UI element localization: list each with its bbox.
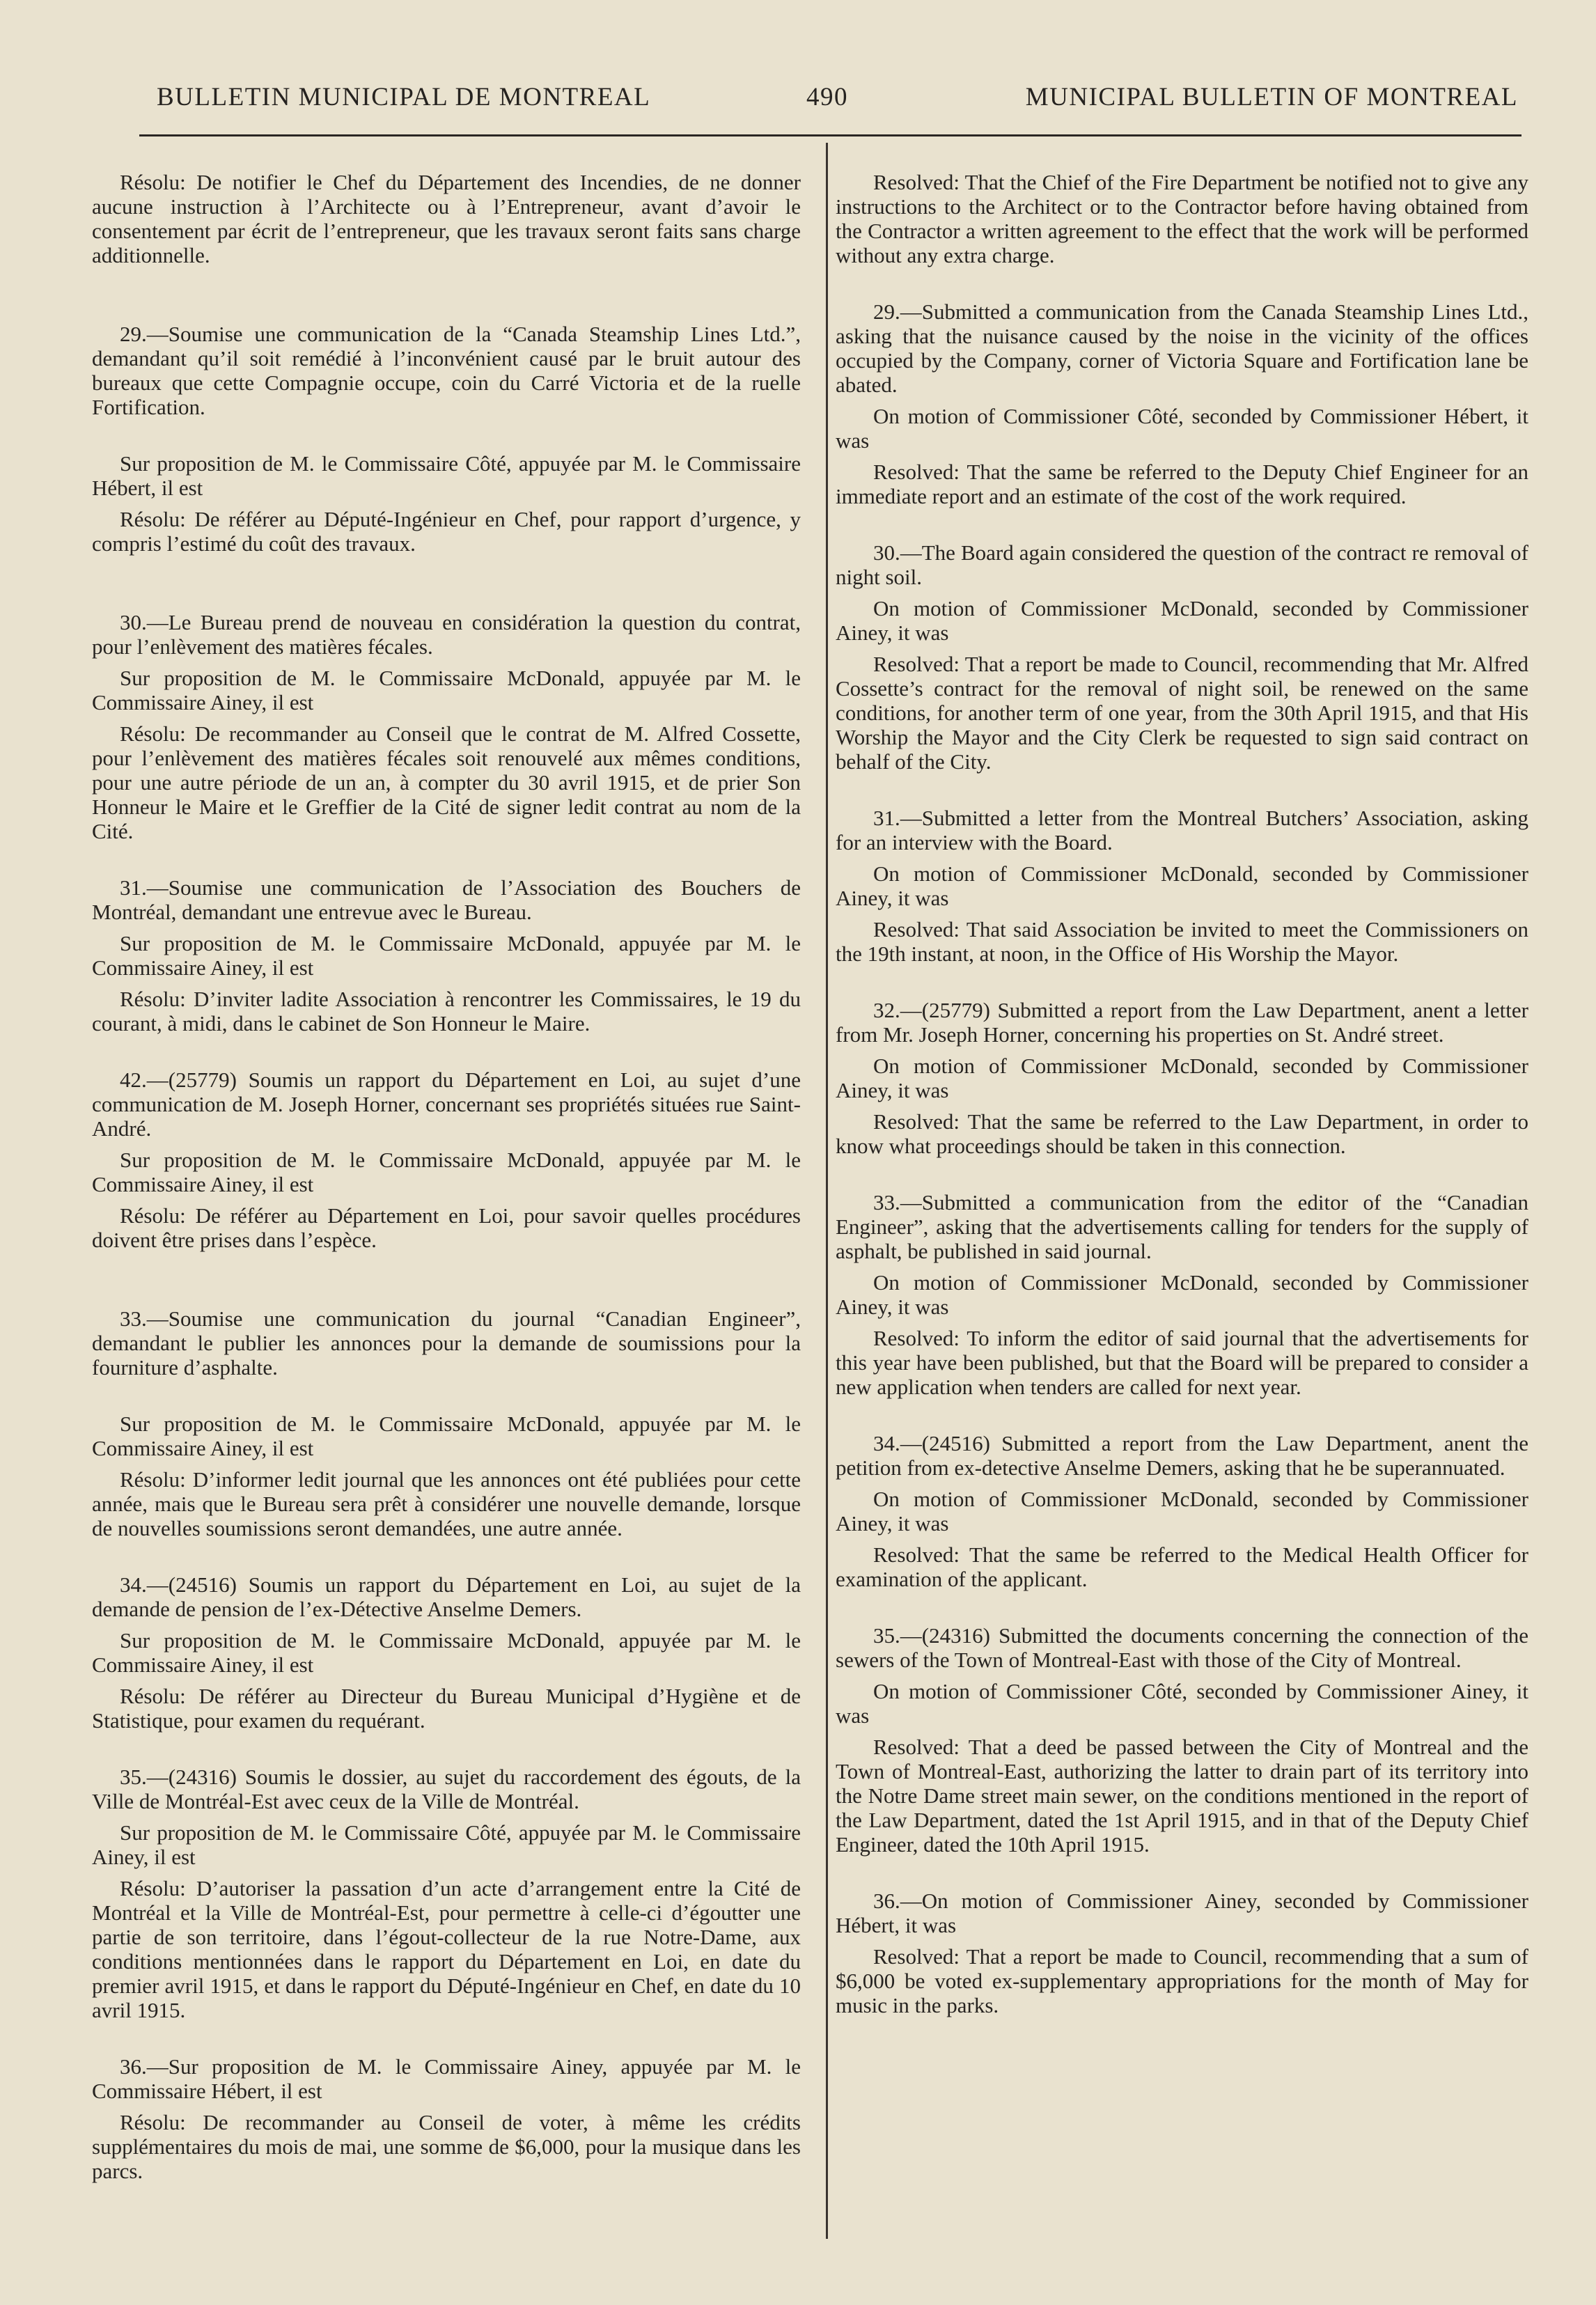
en-paragraph: 31.—Submitted a letter from the Montreal Butchers’ Association, asking for an interview with the Board. <box>836 806 1528 854</box>
fr-paragraph: Sur proposition de M. le Commissaire McDonald, appuyée par M. le Commissaire Ainey, il est <box>92 666 801 714</box>
fr-paragraph: 33.—Soumise une communication du journal “Canadian Engineer”, demandant le publier les annonces pour la demande de soumissions pour la fourniture d’asphalte. <box>92 1306 801 1380</box>
page-header <box>139 82 1518 124</box>
en-paragraph: Resolved: That a report be made to Council, recommending that a sum of $6,000 be voted ex-supplementary appropriations for the month of May for music in the parks. <box>836 1944 1528 2017</box>
en-paragraph: Resolved: That the Chief of the Fire Department be notified not to give any instructions to the Architect or to the Contractor before having obtained from the Contractor a written agreement to the effect that the work will be performed without any extra charge. <box>836 170 1528 267</box>
fr-paragraph: 42.—(25779) Soumis un rapport du Département en Loi, au sujet d’une communication de M. Joseph Horner, concernant ses propriétés situées rue Saint-André. <box>92 1068 801 1141</box>
en-paragraph: On motion of Commissioner McDonald, seconded by Commissioner Ainey, it was <box>836 1054 1528 1102</box>
fr-paragraph: Sur proposition de M. le Commissaire McDonald, appuyée par M. le Commissaire Ainey, il est <box>92 931 801 980</box>
en-paragraph: 36.—On motion of Commissioner Ainey, seconded by Commissioner Hébert, it was <box>836 1889 1528 1937</box>
en-paragraph: On motion of Commissioner McDonald, seconded by Commissioner Ainey, it was <box>836 1270 1528 1319</box>
en-paragraph: On motion of Commissioner Côté, seconded by Commissioner Hébert, it was <box>836 404 1528 453</box>
fr-paragraph: Résolu: De référer au Député-Ingénieur en Chef, pour rapport d’urgence, y compris l’estimé du coût des travaux. <box>92 507 801 556</box>
fr-paragraph: 35.—(24316) Soumis le dossier, au sujet du raccordement des égouts, de la Ville de Montréal-Est avec ceux de la Ville de Montréal. <box>92 1765 801 1813</box>
en-paragraph: On motion of Commissioner McDonald, seconded by Commissioner Ainey, it was <box>836 1487 1528 1536</box>
fr-paragraph: 29.—Soumise une communication de la “Canada Steamship Lines Ltd.”, demandant qu’il soit remédié à l’inconvénient causé par le bruit autour des bureaux que cette Compagnie occupe, coin du Carré Victoria et de la ruelle Fortification. <box>92 322 801 419</box>
column-divider <box>826 143 828 2239</box>
en-paragraph: Resolved: That said Association be invited to meet the Commissioners on the 19th instant, at noon, in the Office of His Worship the Mayor. <box>836 917 1528 966</box>
header-title-french: BULLETIN MUNICIPAL DE MONTREAL <box>157 83 651 111</box>
fr-paragraph: 30.—Le Bureau prend de nouveau en considération la question du contrat, pour l’enlèvement des matières fécales. <box>92 610 801 659</box>
en-paragraph: On motion of Commissioner Côté, seconded by Commissioner Ainey, it was <box>836 1679 1528 1728</box>
en-paragraph: Resolved: That a report be made to Council, recommending that Mr. Alfred Cossette’s contract for the removal of night soil, be renewed on the same conditions, for another term of one year, from the 30th April 1915, and that His Worship the Mayor and the City Clerk be requested to sign said contract on behalf of the City. <box>836 652 1528 774</box>
en-paragraph: 33.—Submitted a communication from the editor of the “Canadian Engineer”, asking that the advertisements calling for tenders for the supply of asphalt, be published in said journal. <box>836 1190 1528 1263</box>
fr-paragraph: Sur proposition de M. le Commissaire McDonald, appuyée par M. le Commissaire Ainey, il est <box>92 1148 801 1196</box>
en-paragraph: Resolved: To inform the editor of said journal that the advertisements for this year have been published, but that the Board will be prepared to consider a new application when tenders are called for next year. <box>836 1326 1528 1399</box>
en-paragraph: 30.—The Board again considered the question of the contract re removal of night soil. <box>836 540 1528 589</box>
header-rule <box>139 134 1521 136</box>
fr-paragraph: Résolu: D’inviter ladite Association à rencontrer les Commissaires, le 19 du courant, à midi, dans le cabinet de Son Honneur le Maire. <box>92 987 801 1036</box>
fr-paragraph: Résolu: D’informer ledit journal que les annonces ont été publiées pour cette année, mais que le Bureau sera prêt à considérer une nouvelle demande, lorsque de nouvelles soumissions seront demandées, une autre année. <box>92 1467 801 1540</box>
fr-paragraph: Résolu: De notifier le Chef du Département des Incendies, de ne donner aucune instruction à l’Architecte ou à l’Entrepreneur, avant d’avoir le consentement par écrit de l’entrepreneur, que les travaux seront faits sans charge additionnelle. <box>92 170 801 267</box>
en-paragraph: 34.—(24516) Submitted a report from the Law Department, anent the petition from ex-detective Anselme Demers, asking that he be superannuated. <box>836 1431 1528 1480</box>
fr-paragraph: Résolu: De recommander au Conseil que le contrat de M. Alfred Cossette, pour l’enlèvement des matières fécales soit renouvelé aux mêmes conditions, pour une autre période de un an, à compter du 30 avril 1915, et de prier Son Honneur le Maire et le Greffier de la Cité de signer ledit contrat au nom de la Cité. <box>92 721 801 843</box>
en-paragraph: Resolved: That the same be referred to the Deputy Chief Engineer for an immediate report and an estimate of the cost of the work required. <box>836 460 1528 508</box>
header-title-english: MUNICIPAL BULLETIN OF MONTREAL <box>1025 83 1518 111</box>
fr-paragraph: Résolu: D’autoriser la passation d’un acte d’arrangement entre la Cité de Montréal et la Ville de Montréal-Est, pour permettre à celle-ci d’égoutter une partie de son territoire, dans l’égout-collecteur de la rue Notre-Dame, aux conditions mentionnées dans le rapport du Département en Loi, en date du premier avril 1915, et dans le rapport du Député-Ingénieur en Chef, en date du 10 avril 1915. <box>92 1876 801 2022</box>
en-paragraph: Resolved: That a deed be passed between the City of Montreal and the Town of Montreal-East, authorizing the latter to drain part of its territory into the Notre Dame street main sewer, on the conditions mentioned in the report of the Law Department, dated the 1st April 1915, and in that of the Deputy Chief Engineer, dated the 10th April 1915. <box>836 1735 1528 1857</box>
en-paragraph: 29.—Submitted a communication from the Canada Steamship Lines Ltd., asking that the nuisance caused by the noise in the vicinity of the offices occupied by the Company, corner of Victoria Square and Fortification lane be abated. <box>836 299 1528 397</box>
fr-paragraph: Sur proposition de M. le Commissaire Côté, appuyée par M. le Commissaire Hébert, il est <box>92 451 801 500</box>
fr-paragraph: 36.—Sur proposition de M. le Commissaire Ainey, appuyée par M. le Commissaire Hébert, il est <box>92 2054 801 2103</box>
en-paragraph: Resolved: That the same be referred to the Medical Health Officer for examination of the applicant. <box>836 1542 1528 1591</box>
fr-paragraph: Sur proposition de M. le Commissaire McDonald, appuyée par M. le Commissaire Ainey, il est <box>92 1412 801 1460</box>
fr-paragraph: Résolu: De référer au Département en Loi, pour savoir quelles procédures doivent être prises dans l’espèce. <box>92 1203 801 1252</box>
page-number: 490 <box>806 83 848 111</box>
en-paragraph: 35.—(24316) Submitted the documents concerning the connection of the sewers of the Town of Montreal-East with those of the City of Montreal. <box>836 1623 1528 1672</box>
fr-paragraph: Sur proposition de M. le Commissaire McDonald, appuyée par M. le Commissaire Ainey, il est <box>92 1628 801 1677</box>
fr-paragraph: Résolu: De référer au Directeur du Bureau Municipal d’Hygiène et de Statistique, pour examen du requérant. <box>92 1684 801 1733</box>
fr-paragraph: Résolu: De recommander au Conseil de voter, à même les crédits supplémentaires du mois de mai, une somme de $6,000, pour la musique dans les parcs. <box>92 2110 801 2183</box>
fr-paragraph: 34.—(24516) Soumis un rapport du Département en Loi, au sujet de la demande de pension de l’ex-Détective Anselme Demers. <box>92 1572 801 1621</box>
en-paragraph: On motion of Commissioner McDonald, seconded by Commissioner Ainey, it was <box>836 861 1528 910</box>
en-paragraph: Resolved: That the same be referred to the Law Department, in order to know what proceedings should be taken in this connection. <box>836 1109 1528 1158</box>
en-paragraph: 32.—(25779) Submitted a report from the Law Department, anent a letter from Mr. Joseph Horner, concerning his properties on St. André street. <box>836 998 1528 1047</box>
en-paragraph: On motion of Commissioner McDonald, seconded by Commissioner Ainey, it was <box>836 596 1528 645</box>
fr-paragraph: Sur proposition de M. le Commissaire Côté, appuyée par M. le Commissaire Ainey, il est <box>92 1820 801 1869</box>
english-column <box>836 170 1528 2017</box>
french-column <box>92 170 801 2183</box>
fr-paragraph: 31.—Soumise une communication de l’Association des Bouchers de Montréal, demandant une entrevue avec le Bureau. <box>92 875 801 924</box>
